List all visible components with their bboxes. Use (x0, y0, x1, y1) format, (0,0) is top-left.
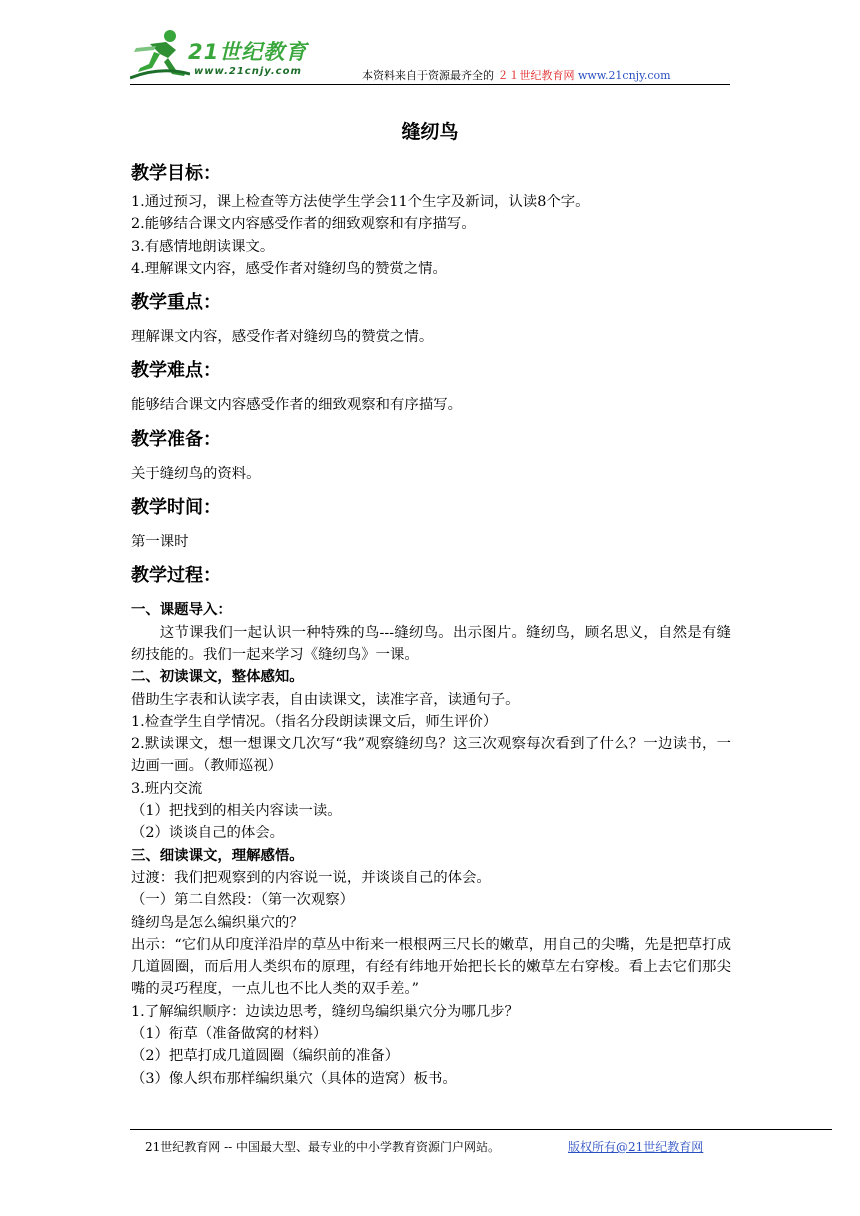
logo-text: 21世纪教育 (188, 40, 308, 64)
header-note-url[interactable]: www.21cnjy.com (578, 69, 671, 82)
process-line: （2）谈谈自己的体会。 (131, 825, 285, 842)
process-heading: 教学过程： (131, 565, 221, 587)
difficulty-text: 能够结合课文内容感受作者的细致观察和有序描写。 (131, 397, 462, 414)
goal-item: 4.理解课文内容，感受作者对缝纫鸟的赞赏之情。 (131, 260, 447, 277)
header-divider (130, 84, 730, 85)
process-line: 1.检查学生自学情况。（指名分段朗读课文后，师生评价） (131, 713, 498, 730)
header-note-prefix: 本资料来自于资源最齐全的 (362, 69, 494, 82)
process-line: 1.了解编织顺序：边读边思考，缝纫鸟编织巢穴分为哪几步？ (131, 1003, 519, 1020)
preparation-heading: 教学准备： (131, 428, 221, 450)
process-line: （1）衔草（准备做窝的材料） (131, 1026, 328, 1043)
site-logo[interactable] (130, 22, 340, 86)
header-note-site: ２１世纪教育网 (497, 69, 575, 82)
process-line: 2.默读课文，想一想课文几次写“我”观察缝纫鸟？这三次观察每次看到了什么？一边读书，一边画一画。（教师巡视） (131, 736, 731, 775)
process-line: 3.班内交流 (131, 780, 203, 797)
process-line: 缝纫鸟是怎么编织巢穴的？ (131, 914, 304, 931)
document-body (131, 157, 731, 1090)
difficulty-heading: 教学难点： (131, 360, 221, 382)
goal-item: 2.能够结合课文内容感受作者的细致观察和有序描写。 (131, 216, 476, 233)
process-part-title: 一、课题导入： (131, 602, 232, 619)
process-part-title: 二、初读课文，整体感知。 (131, 669, 304, 686)
goals-heading: 教学目标： (131, 163, 221, 184)
process-line: （一）第二自然段：（第一次观察） (131, 892, 355, 909)
preparation-text: 关于缝纫鸟的资料。 (131, 465, 261, 482)
footer-site-description: 21世纪教育网 -- 中国最大型、最专业的中小学教育资源门户网站。 (145, 1140, 501, 1154)
process-paragraph: 这节课我们一起认识一种特殊的鸟---缝纫鸟。出示图片。缝纫鸟，顾名思义，自然是有缝纫技能的。我们一起来学习《缝纫鸟》一课。 (131, 624, 731, 663)
process-line: 借助生字表和认读字表，自由读课文，读准字音，读通句子。 (131, 691, 520, 708)
process-line: （2）把草打成几道圆圈（编织前的准备） (131, 1048, 400, 1065)
footer-copyright-link[interactable]: 版权所有@21世纪教育网 (568, 1140, 704, 1154)
goal-item: 3.有感情地朗读课文。 (131, 238, 275, 255)
process-line: （1）把找到的相关内容读一读。 (131, 803, 342, 820)
time-text: 第一课时 (131, 534, 189, 551)
document-title: 缝纫鸟 (401, 121, 459, 143)
logo-url: www.21cnjy.com (194, 66, 302, 77)
process-line: （3）像人织布那样编织巢穴（具体的造窝）板书。 (131, 1070, 457, 1087)
page-header (130, 22, 730, 86)
footer-divider (130, 1129, 832, 1130)
process-quote: 出示：“它们从印度洋沿岸的草丛中衔来一根根两三尺长的嫩草，用自己的尖嘴，先是把草打成几道圆圈，而后用人类织布的原理，有经有纬地开始把长长的嫩草左右穿梭。看上去它们那尖嘴的灵巧程度，一点儿也不比人类的双手差。” (131, 936, 731, 998)
runner-icon (130, 28, 190, 80)
process-line: 过渡：我们把观察到的内容说一说，并谈谈自己的体会。 (131, 869, 491, 886)
time-heading: 教学时间： (131, 497, 221, 519)
goal-item: 1.通过预习，课上检查等方法使学生学会11个生字及新词，认读8个字。 (131, 194, 590, 210)
process-part-title: 三、细读课文，理解感悟。 (131, 847, 304, 864)
key-point-heading: 教学重点： (131, 292, 221, 314)
key-point-text: 理解课文内容，感受作者对缝纫鸟的赞赏之情。 (131, 329, 434, 346)
header-note (362, 67, 671, 83)
